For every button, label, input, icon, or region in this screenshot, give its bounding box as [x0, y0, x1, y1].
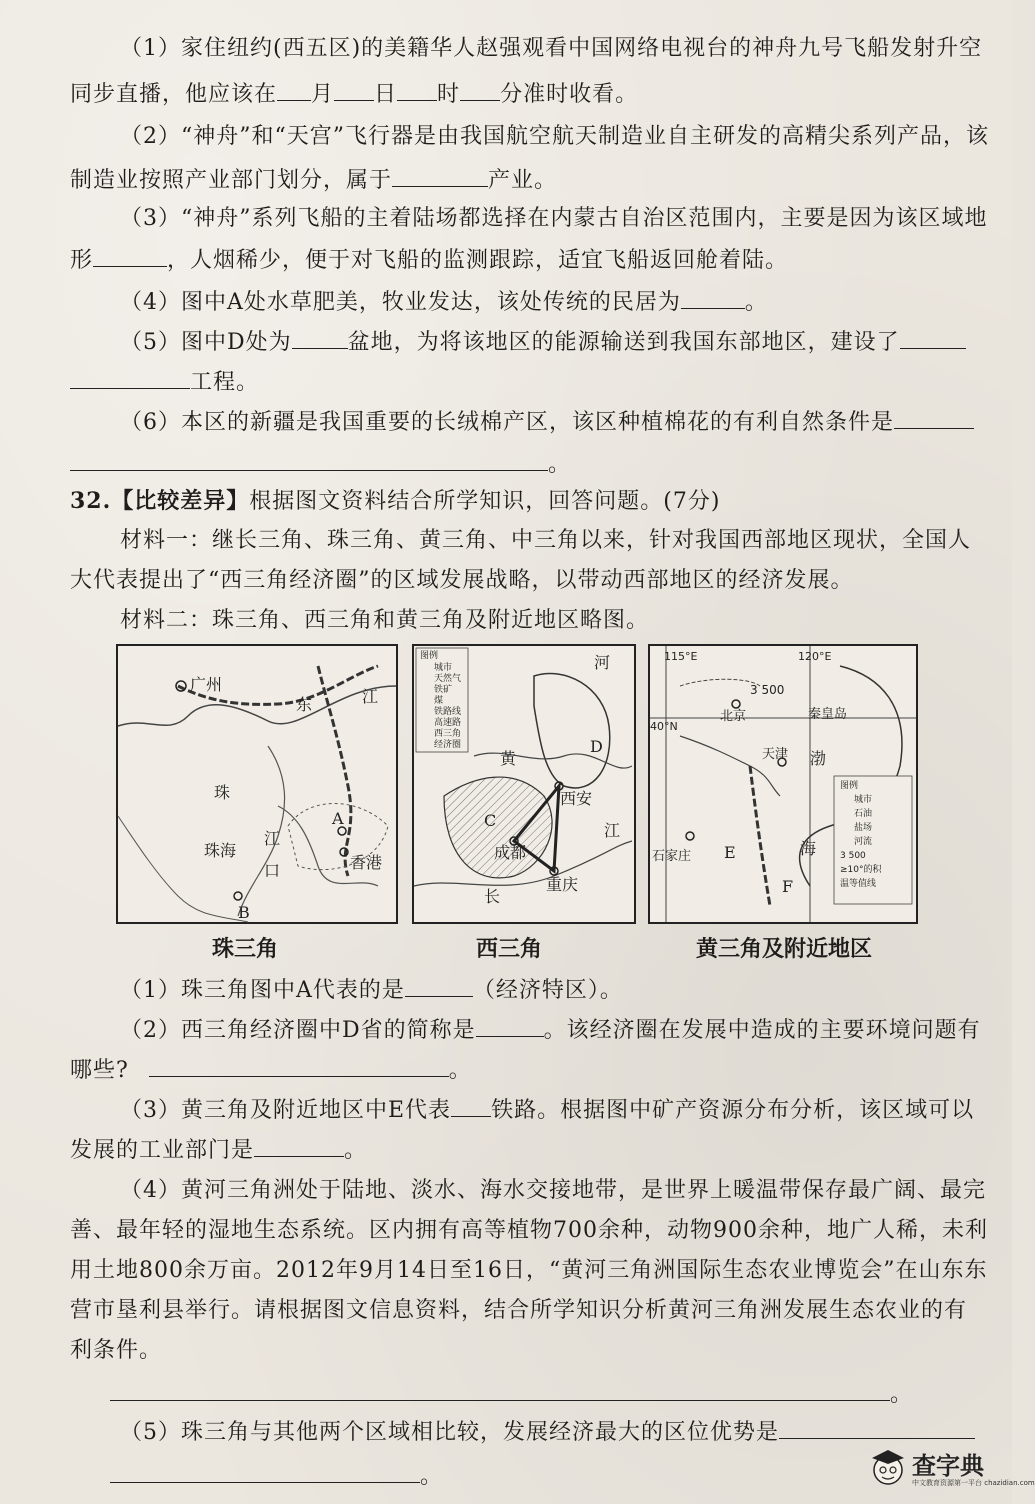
q31-part6-line1: （6）本区的新疆是我国重要的长绒棉产区，该区种植棉花的有利自然条件是	[120, 406, 1000, 438]
legend-item: 盐场	[854, 823, 873, 833]
legend-item: 高速路	[434, 718, 462, 728]
answer-blank[interactable]	[392, 164, 488, 187]
answer-blank[interactable]	[149, 1054, 449, 1077]
map-yellow-triangle	[648, 644, 918, 924]
map-pearl-river-delta-svg	[118, 646, 396, 922]
map-pearl-river-delta	[116, 644, 398, 924]
caption-pearl-river-delta: 珠三角	[212, 936, 279, 962]
q32-sub4-line2: 善、最年轻的湿地生态系统。区内拥有高等植物700余种，动物900余种，地广人稀，未利	[70, 1218, 988, 1243]
caption-yellow-triangle: 黄三角及附近地区	[696, 936, 873, 962]
legend-item: 石油	[854, 809, 873, 819]
legend-item: 城市	[854, 795, 873, 805]
label-C: C	[484, 811, 497, 830]
site-logo	[868, 1444, 1035, 1496]
label-jiang: 江	[604, 821, 621, 840]
label-lon1: 115°E	[664, 650, 698, 663]
legend-item: 煤	[434, 696, 444, 706]
answer-blank[interactable]	[894, 406, 974, 429]
q32-sub5-line2: 。	[110, 1460, 990, 1492]
label-chang: 长	[484, 887, 501, 906]
label-lon2: 120°E	[798, 650, 832, 663]
province-D-outline	[534, 673, 610, 787]
scholar-icon	[868, 1446, 908, 1490]
legend-item: ≥10°的积	[840, 865, 882, 875]
answer-blank[interactable]	[277, 78, 311, 101]
answer-blank[interactable]	[779, 1416, 975, 1439]
label-he: 河	[594, 653, 611, 672]
q31-part3-line1: （3）“神舟”系列飞船的主着陆场都选择在内蒙古自治区范围内，主要是因为该区域地	[120, 206, 988, 231]
label-huang: 黄	[500, 749, 517, 768]
legend-item: 西三角	[434, 729, 462, 739]
logo-text: 查字典	[912, 1452, 984, 1480]
coastline	[278, 806, 378, 886]
river-line	[118, 686, 396, 726]
province-C-region	[444, 777, 552, 878]
q32-sub4-line6: 。	[110, 1378, 990, 1410]
q31-part2-line2: 制造业按照产业部门划分，属于 产业。	[70, 164, 950, 196]
answer-blank[interactable]	[476, 1014, 544, 1037]
answer-blank[interactable]	[397, 78, 437, 101]
label-D: D	[590, 737, 603, 756]
label-beijing: 北京	[720, 709, 747, 724]
city-marker	[338, 827, 346, 835]
q31-part2-line1: （2）“神舟”和“天宫”飞行器是由我国航空航天制造业自主研发的高精尖系列产品，该	[120, 124, 989, 149]
label-chongqing: 重庆	[546, 875, 579, 894]
label-B: B	[238, 903, 250, 922]
q31-part5-line1: （5）图中D处为 盆地，为将该地区的能源输送到我国东部地区，建设了	[120, 326, 1000, 358]
q32-material2: 材料二：珠三角、西三角和黄三角及附近地区略图。	[120, 608, 650, 633]
legend-item: 河流	[854, 837, 873, 847]
legend-item: 铁矿	[434, 685, 453, 695]
q31-part6-line2: 。	[70, 448, 950, 480]
legend-item: 铁路线	[434, 707, 462, 717]
label-tianjin: 天津	[762, 747, 789, 762]
coastline	[118, 816, 248, 922]
answer-blank[interactable]	[254, 1134, 344, 1157]
q32-material1-line2: 大代表提出了“西三角经济圈”的区域发展战略，以带动西部地区的经济发展。	[70, 568, 854, 593]
answer-blank[interactable]	[110, 1378, 890, 1401]
city-marker	[732, 700, 740, 708]
river-line	[680, 736, 780, 796]
label-dong: 东	[296, 695, 313, 714]
map-west-triangle-svg	[414, 646, 634, 922]
q32-sub2-line1: （2）西三角经济圈中D省的简称是 。该经济圈在发展中造成的主要环境问题有	[120, 1014, 1000, 1046]
answer-blank[interactable]	[70, 366, 190, 389]
answer-blank[interactable]	[900, 326, 966, 349]
q32-sub4-line1: （4）黄河三角洲处于陆地、淡水、海水交接地带，是世界上暖温带保存最广阔、最完	[120, 1178, 986, 1203]
q31-part1-line2: 同步直播，他应该在 月 日 时 分准时收看。	[70, 78, 950, 110]
label-isotherm: 3 500	[750, 683, 785, 697]
railway-E	[750, 766, 770, 906]
legend-title: 图例	[420, 651, 439, 661]
q32-sub3-line2: 发展的工业部门是 。	[70, 1134, 950, 1166]
answer-blank[interactable]	[292, 326, 348, 349]
q32-material1-line1: 材料一：继长三角、珠三角、黄三角、中三角以来，针对我国西部地区现状，全国人	[120, 528, 972, 553]
label-jiang: 江	[362, 687, 379, 706]
label-kou: 口	[264, 861, 281, 880]
answer-blank[interactable]	[110, 1460, 420, 1483]
label-hai: 海	[800, 839, 817, 858]
answer-blank[interactable]	[460, 78, 500, 101]
label-lat: 40°N	[650, 720, 678, 733]
maps-figure	[116, 644, 936, 924]
q31-part4: （4）图中A处水草肥美，牧业发达，该处传统的民居为 。	[120, 286, 1000, 318]
city-marker	[234, 892, 242, 900]
answer-blank[interactable]	[70, 448, 548, 471]
q31-part3-line2: 形 ，人烟稀少，便于对飞船的监测跟踪，适宜飞船返回舱着陆。	[70, 244, 950, 276]
label-guangzhou: 广州	[190, 675, 223, 694]
q32-sub1: （1）珠三角图中A代表的是 （经济特区）。	[120, 974, 1000, 1006]
map-yellow-triangle-svg	[650, 646, 916, 922]
legend-item: 温等值线	[840, 879, 877, 889]
city-marker	[686, 832, 694, 840]
label-zhu: 珠	[214, 783, 231, 802]
label-bo: 渤	[810, 749, 827, 768]
q32-sub4-line5: 利条件。	[70, 1338, 163, 1363]
label-chengdu: 成都	[494, 843, 527, 862]
label-hongkong: 香港	[350, 853, 383, 872]
isotherm-line	[680, 679, 760, 686]
label-xian: 西安	[560, 789, 593, 808]
answer-blank[interactable]	[93, 244, 167, 267]
q32-sub3-line1: （3）黄三角及附近地区中E代表 铁路。根据图中矿产资源分布分析，该区域可以	[120, 1094, 1000, 1126]
q32-sub2-line2: 哪些? 。	[70, 1054, 950, 1086]
answer-blank[interactable]	[405, 974, 473, 997]
q32-sub4-line3: 用土地800余万亩。2012年9月14日至16日，“黄河三角洲国际生态农业博览会”在山东东	[70, 1258, 988, 1283]
q32-sub4-line4: 营市垦利县举行。请根据图文信息资料，结合所学知识分析黄河三角洲发展生态农业的有	[70, 1298, 968, 1323]
legend-title: 图例	[840, 781, 859, 791]
label-jiang2: 江	[264, 829, 281, 848]
label-shijiazhuang: 石家庄	[652, 849, 692, 864]
legend-iso: 3 500	[840, 851, 866, 861]
q31-part1-line1: （1）家住纽约(西五区)的美籍华人赵强观看中国网络电视台的神舟九号飞船发射升空	[120, 36, 983, 61]
q31-part5-line2: 工程。	[70, 366, 950, 398]
q32-sub5-line1: （5）珠三角与其他两个区域相比较，发展经济最大的区位优势是	[120, 1416, 1000, 1448]
label-zhuhai: 珠海	[204, 841, 237, 860]
label-F: F	[782, 877, 794, 896]
label-qinhuangdao: 秦皇岛	[808, 707, 848, 722]
legend-item: 天然气	[434, 674, 462, 684]
legend-item: 经济圈	[434, 740, 462, 750]
answer-blank[interactable]	[334, 78, 374, 101]
label-E: E	[724, 843, 736, 862]
map-west-triangle	[412, 644, 636, 924]
answer-blank[interactable]	[681, 286, 745, 309]
caption-west-triangle: 西三角	[476, 936, 543, 962]
q32-title: 32.【比较差异】根据图文资料结合所学知识，回答问题。(7分)	[70, 488, 721, 514]
logo-subtitle: 中文教育资源第一平台 chazidian.com	[912, 1479, 1035, 1487]
label-A: A	[332, 809, 344, 828]
answer-blank[interactable]	[451, 1094, 491, 1117]
legend-item: 城市	[434, 663, 453, 673]
